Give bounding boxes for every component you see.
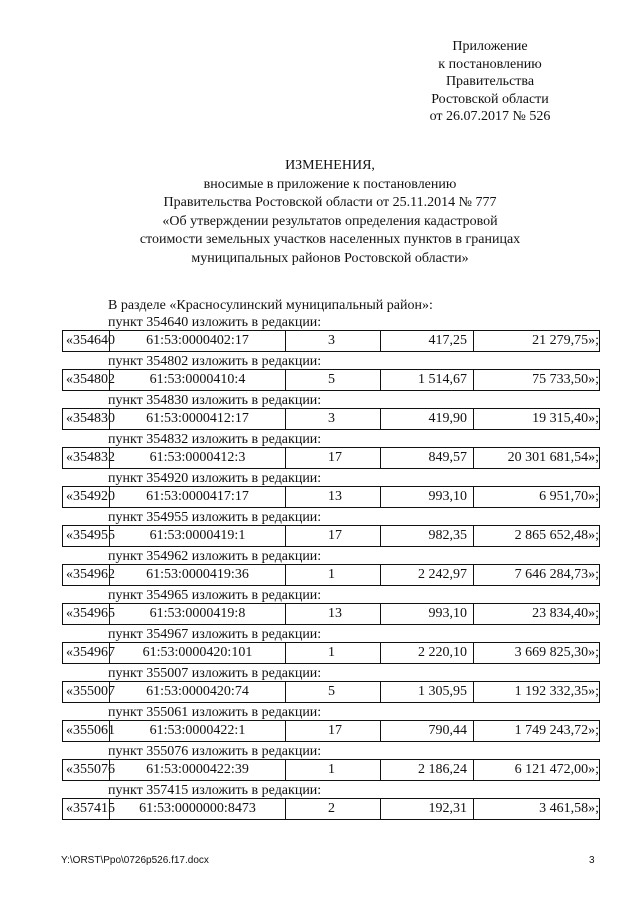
total-value-cell: 3 461,58»; (539, 801, 599, 816)
table-row (62, 525, 600, 547)
cadastral-number-cell: 61:53:0000422:1 (110, 721, 286, 741)
point-number-cell: «354802 (63, 370, 110, 390)
unit-value-cell: 419,90 (381, 409, 474, 429)
count-cell: 17 (286, 721, 381, 741)
total-value-cell: 19 315,40»; (532, 411, 599, 426)
title-line: Правительства Ростовской области от 25.11.2014 № 777 (163, 195, 497, 210)
appendix-block (405, 38, 575, 126)
amendment-instruction: пункт 355007 изложить в редакции: (108, 666, 322, 681)
count-cell: 13 (286, 487, 381, 507)
count-cell: 1 (286, 565, 381, 585)
table-row (62, 798, 600, 820)
cadastral-number-cell: 61:53:0000419:36 (110, 565, 286, 585)
point-number-cell: «355061 (63, 721, 110, 741)
page-number: 3 (589, 855, 595, 866)
point-number-cell: «355007 (63, 682, 110, 702)
count-cell: 1 (286, 760, 381, 780)
table-row (62, 486, 600, 508)
point-number-cell: «354967 (63, 643, 110, 663)
amendment-instruction: пункт 357415 изложить в редакции: (108, 783, 322, 798)
total-value-cell: 21 279,75»; (532, 333, 599, 348)
total-value-cell: 75 733,50»; (532, 372, 599, 387)
amendment-instruction: пункт 355061 изложить в редакции: (108, 705, 322, 720)
amendment-instruction: пункт 354802 изложить в редакции: (108, 354, 322, 369)
document-title (60, 157, 600, 268)
table-row (62, 330, 600, 352)
cadastral-number-cell: 61:53:0000419:8 (110, 604, 286, 624)
amendment-instruction: пункт 354962 изложить в редакции: (108, 549, 322, 564)
total-value-cell: 2 865 652,48»; (514, 528, 599, 543)
point-number-cell: «354955 (63, 526, 110, 546)
unit-value-cell: 1 514,67 (381, 370, 474, 390)
total-value-cell: 6 951,70»; (539, 489, 599, 504)
table-row (62, 681, 600, 703)
total-value-cell: 20 301 681,54»; (507, 450, 599, 465)
amendment-instruction: пункт 355076 изложить в редакции: (108, 744, 322, 759)
cadastral-number-cell: 61:53:0000412:3 (110, 448, 286, 468)
title-heading: ИЗМЕНЕНИЯ, (285, 158, 375, 173)
appendix-line: от 26.07.2017 № 526 (429, 109, 551, 124)
count-cell: 17 (286, 448, 381, 468)
cadastral-number-cell: 61:53:0000420:101 (110, 643, 286, 663)
amendment-instruction: пункт 354832 изложить в редакции: (108, 432, 322, 447)
cadastral-number-cell: 61:53:0000000:8473 (110, 799, 286, 819)
unit-value-cell: 1 305,95 (381, 682, 474, 702)
count-cell: 3 (286, 409, 381, 429)
point-number-cell: «354962 (63, 565, 110, 585)
table-row (62, 603, 600, 625)
total-value-cell: 1 749 243,72»; (514, 723, 599, 738)
unit-value-cell: 982,35 (381, 526, 474, 546)
appendix-line: Правительства (445, 74, 535, 89)
unit-value-cell: 2 242,97 (381, 565, 474, 585)
unit-value-cell: 849,57 (381, 448, 474, 468)
total-value-cell: 23 834,40»; (532, 606, 599, 621)
appendix-line: Приложение (452, 39, 528, 54)
total-value-cell: 6 121 472,00»; (514, 762, 599, 777)
section-heading: В разделе «Красносулинский муниципальный район»: (108, 298, 433, 313)
unit-value-cell: 417,25 (381, 331, 474, 351)
count-cell: 17 (286, 526, 381, 546)
point-number-cell: «354832 (63, 448, 110, 468)
amendment-instruction: пункт 354955 изложить в редакции: (108, 510, 322, 525)
amendment-instruction: пункт 354640 изложить в редакции: (108, 315, 322, 330)
total-value-cell: 3 669 825,30»; (514, 645, 599, 660)
point-number-cell: «354830 (63, 409, 110, 429)
amendment-instruction: пункт 354830 изложить в редакции: (108, 393, 322, 408)
count-cell: 5 (286, 370, 381, 390)
count-cell: 13 (286, 604, 381, 624)
table-row (62, 720, 600, 742)
count-cell: 1 (286, 643, 381, 663)
table-row (62, 642, 600, 664)
count-cell: 5 (286, 682, 381, 702)
title-line: муниципальных районов Ростовской области» (191, 250, 469, 266)
table-row (62, 564, 600, 586)
amendments-list (62, 316, 600, 823)
table-row (62, 759, 600, 781)
amendment-instruction: пункт 354965 изложить в редакции: (108, 588, 322, 603)
total-value-cell: 1 192 332,35»; (514, 684, 599, 699)
total-value-cell: 7 646 284,73»; (514, 567, 599, 582)
cadastral-number-cell: 61:53:0000417:17 (110, 487, 286, 507)
unit-value-cell: 2 186,24 (381, 760, 474, 780)
title-line: стоимости земельных участков населенных пунктов в границах (139, 232, 521, 247)
table-row (62, 408, 600, 430)
amendment-instruction: пункт 354967 изложить в редакции: (108, 627, 322, 642)
table-row (62, 369, 600, 391)
unit-value-cell: 192,31 (381, 799, 474, 819)
appendix-line: Ростовской области (431, 91, 549, 107)
cadastral-number-cell: 61:53:0000412:17 (110, 409, 286, 429)
unit-value-cell: 993,10 (381, 604, 474, 624)
count-cell: 2 (286, 799, 381, 819)
unit-value-cell: 993,10 (381, 487, 474, 507)
table-row (62, 447, 600, 469)
point-number-cell: «357415 (63, 799, 110, 819)
point-number-cell: «354965 (63, 604, 110, 624)
cadastral-number-cell: 61:53:0000410:4 (110, 370, 286, 390)
count-cell: 3 (286, 331, 381, 351)
appendix-line: к постановлению (438, 56, 542, 72)
unit-value-cell: 790,44 (381, 721, 474, 741)
point-number-cell: «354920 (63, 487, 110, 507)
cadastral-number-cell: 61:53:0000419:1 (110, 526, 286, 546)
cadastral-number-cell: 61:53:0000420:74 (110, 682, 286, 702)
cadastral-number-cell: 61:53:0000402:17 (110, 331, 286, 351)
unit-value-cell: 2 220,10 (381, 643, 474, 663)
point-number-cell: «355076 (63, 760, 110, 780)
title-line: вносимые в приложение к постановлению (203, 176, 457, 192)
title-line: «Об утверждении результатов определения кадастровой (162, 213, 498, 229)
cadastral-number-cell: 61:53:0000422:39 (110, 760, 286, 780)
footer-file-path: Y:\ORST\Ppo\0726p526.f17.docx (61, 855, 209, 866)
point-number-cell: «354640 (63, 331, 110, 351)
amendment-instruction: пункт 354920 изложить в редакции: (108, 471, 322, 486)
